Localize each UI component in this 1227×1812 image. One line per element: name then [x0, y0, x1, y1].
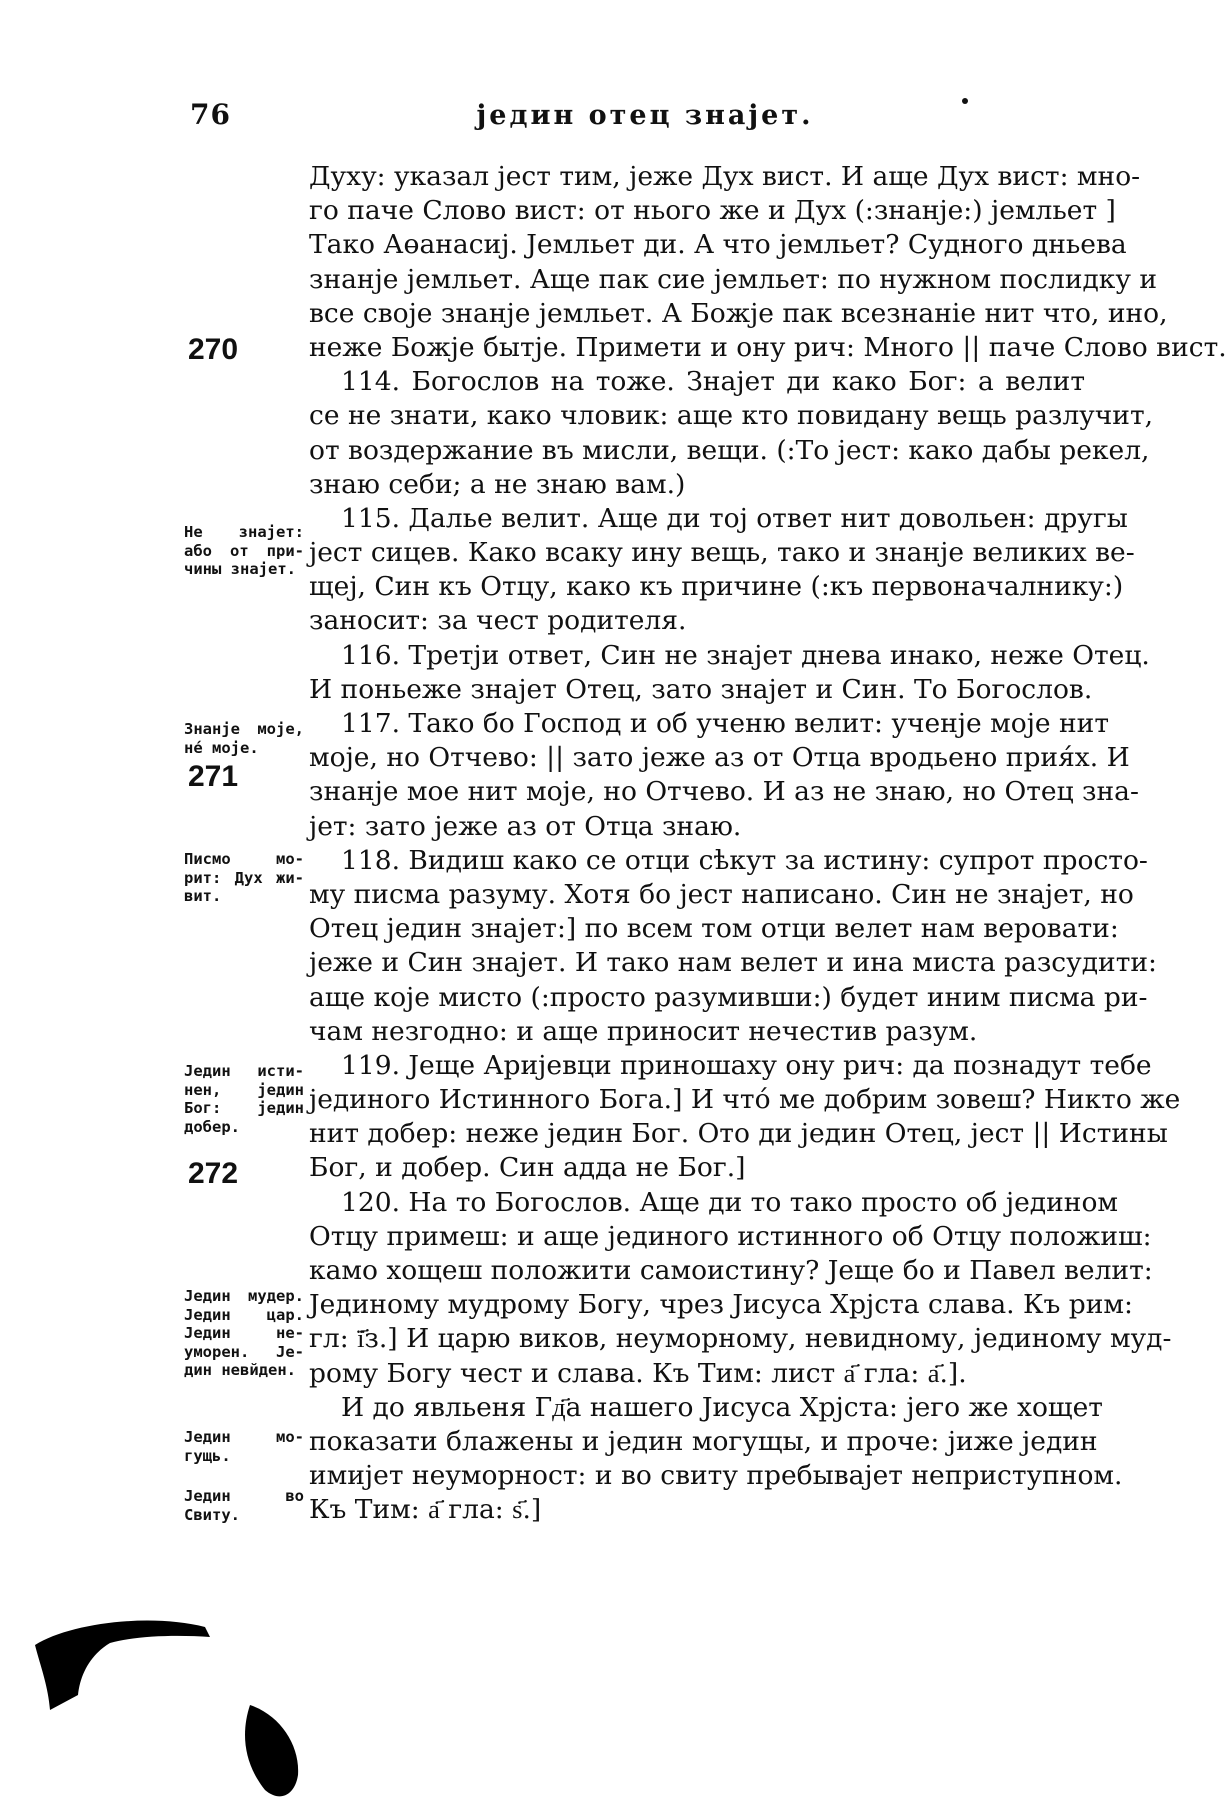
- text-line: се не знати, како чловик: аще кто повидану вещь разлучит,: [309, 400, 1154, 432]
- text-line: камо хощеш положити самоистину? Јеще бо и Павел велит:: [309, 1255, 1153, 1286]
- margin-note-line: рит: Дух жи-: [184, 868, 304, 887]
- margin-note: [184, 1062, 304, 1136]
- text-line: го паче Слово вист: от нього же и Дух (:знанје:) јемльет ]: [309, 195, 1116, 227]
- margin-note-line: Знанје моје,: [184, 720, 304, 738]
- text-line: му писма разуму. Хотя бо јест написано. Син не знајет, но: [309, 878, 1134, 910]
- text-line: аще које мисто (:просто разумивши:) будет иним писма ри-: [309, 981, 1148, 1013]
- text-line: јединого Истинного Бога.] И что́ мe добрим зовеш? Никто же: [309, 1084, 1181, 1116]
- margin-note-line: Не знајет:: [184, 523, 304, 541]
- text-line: гл: ї҃з.] И царю виков, неуморному, невидному, јединому муд-: [309, 1323, 1172, 1355]
- page-header: [190, 98, 1100, 138]
- margin-note-line: гущь.: [184, 1446, 231, 1465]
- text-line: јест сицев. Како всаку ину вещь, тако и знанје великих ве-: [309, 537, 1135, 569]
- paragraph-120-start: 120. На то Богослов. Аще ди то тако просто об једином: [341, 1186, 1119, 1218]
- margin-note: [184, 1287, 304, 1380]
- text-line: Отцу примеш: и аще јединого истинного об Отцу положиш:: [309, 1220, 1152, 1252]
- margin-note-line: чины знајет.: [184, 560, 296, 578]
- text-line: Јединому мудрому Богу, чрез Јисуса Хрјста слава. Къ рим:: [309, 1289, 1133, 1321]
- text-line: щеј, Син къ Отцу, како къ причине (:къ первоначалнику:): [309, 571, 1124, 603]
- margin-note-line: дин невйден.: [184, 1361, 296, 1379]
- text-line: рому Богу чест и слава. Къ Тим: лист а҃ гла: а҃.].: [309, 1357, 967, 1389]
- margin-note-line: Једин мо-: [184, 1428, 304, 1446]
- margin-note-line: Писмо мо-: [184, 850, 304, 868]
- paragraph-115-start: 115. Дальe велит. Аще ди тој ответ нит довольен: другы: [341, 502, 1128, 534]
- text-line: Къ Тим: а҃ гла: ѕ҃.]: [309, 1494, 542, 1526]
- paragraph-118-start: 118. Видиш како се отци сѣкут за истину: супрот просто-: [341, 844, 1148, 876]
- margin-note-line: Једин мудер.: [184, 1287, 304, 1305]
- text-line: показати блажены и једин могущы, и проче: јиже једин: [309, 1425, 1098, 1457]
- paragraph-119-start: 119. Јеще Аријевци приношаху ону рич: да познадут тебе: [341, 1049, 1152, 1081]
- page-number: 76: [190, 98, 231, 131]
- text-line: јет: зато јеже аз от Отца знаю.: [309, 810, 742, 842]
- margin-note-line: добер.: [184, 1117, 240, 1136]
- margin-number: 271: [188, 760, 239, 793]
- text-line: от воздержание въ мисли, вещи. (:То јест: како дабы рекел,: [309, 434, 1150, 466]
- scan-artifact-blob: [245, 1705, 298, 1796]
- text-line: знаю себи; а не знаю вам.): [309, 468, 686, 500]
- paragraph-117-start: 117. Тако бо Господ и об ученю велит: ученје моје нит: [341, 708, 1110, 739]
- margin-note-line: Једин цар.: [184, 1305, 304, 1324]
- margin-note-line: Бог: једин: [184, 1099, 304, 1117]
- margin-note: [184, 523, 304, 579]
- text-line: знанје јемльет. Аще пак сие јемльет: по нужном послидку и: [309, 263, 1158, 295]
- margin-note: [184, 1487, 304, 1524]
- text-line: И до явльеня Гд҃а нашего Јисуса Хрјста: јего же хощет: [341, 1391, 1103, 1423]
- margin-note: [184, 1428, 304, 1465]
- text-line: имијет неуморност: и во свиту пребывајет неприступном.: [309, 1460, 1123, 1492]
- margin-note: [184, 720, 304, 757]
- margin-number: 272: [188, 1157, 239, 1190]
- text-line: чам незгодно: и аще приносит нечестив разум.: [309, 1015, 978, 1047]
- text-line: неже Божје бытје. Примети и ону рич: Много || паче Слово вист.: [309, 331, 1227, 363]
- margin-note-line: Једин не-: [184, 1324, 304, 1342]
- text-line: нит добер: неже једин Бог. Ото ди једин Отец, јест || Истины: [309, 1118, 1168, 1150]
- margin-note: [184, 850, 304, 906]
- text-line: все своје знанје јемльет. А Божје пак всезнаніе нит что, ино,: [309, 297, 1168, 329]
- scan-artifact-hook: [35, 1621, 210, 1710]
- margin-note-line: Једин во: [184, 1487, 304, 1505]
- text-line: знанје мое нит моје, но Отчево. И аз не знаю, но Отец зна-: [309, 776, 1139, 808]
- text-line: Бог, и добер. Син адда не Бог.]: [309, 1152, 746, 1184]
- paragraph-114-start: 114. Богослов на тоже. Знајет ди како Бог: а велит: [341, 366, 1085, 398]
- margin-note-line: не́ моје.: [184, 738, 259, 757]
- margin-note-line: Једин исти-: [184, 1062, 304, 1080]
- text-line: моје, но Отчево: || зато јеже аз от Отца вродьено прия́х. И: [309, 742, 1130, 774]
- text-line: заносит: за чест родителя.: [309, 605, 687, 637]
- margin-note-line: уморен. Је-: [184, 1342, 304, 1361]
- text-line: И поньеже знајет Отец, зато знајет и Син. То Богослов.: [309, 673, 1093, 705]
- text-line: Тако Аөанасиј. Јемльет ди. А что јемльет? Судного дньева: [309, 229, 1127, 261]
- margin-note-line: або от при-: [184, 541, 304, 560]
- text-line: Отец једин знајет:] по всем том отци велет нам веровати:: [309, 913, 1119, 945]
- paragraph-116-start: 116. Третји ответ, Син не знајет днева инако, неже Отец.: [341, 639, 1150, 671]
- running-title: једин отец знајет.: [476, 100, 814, 131]
- text-line: Духу: указал јест тим, јеже Дух вист. И аще Дух вист: мно-: [309, 161, 1141, 192]
- text-line: јеже и Син знајет. И тако нам велет и ина миста разсудити:: [309, 947, 1157, 979]
- margin-note-line: нен, једин: [184, 1080, 304, 1099]
- margin-note-line: вит.: [184, 887, 222, 905]
- scan-artifact: [30, 1615, 310, 1805]
- margin-number: 270: [188, 333, 239, 366]
- body-text: [309, 160, 1227, 1528]
- ink-dot: [962, 98, 968, 104]
- margin-note-line: Свиту.: [184, 1505, 240, 1524]
